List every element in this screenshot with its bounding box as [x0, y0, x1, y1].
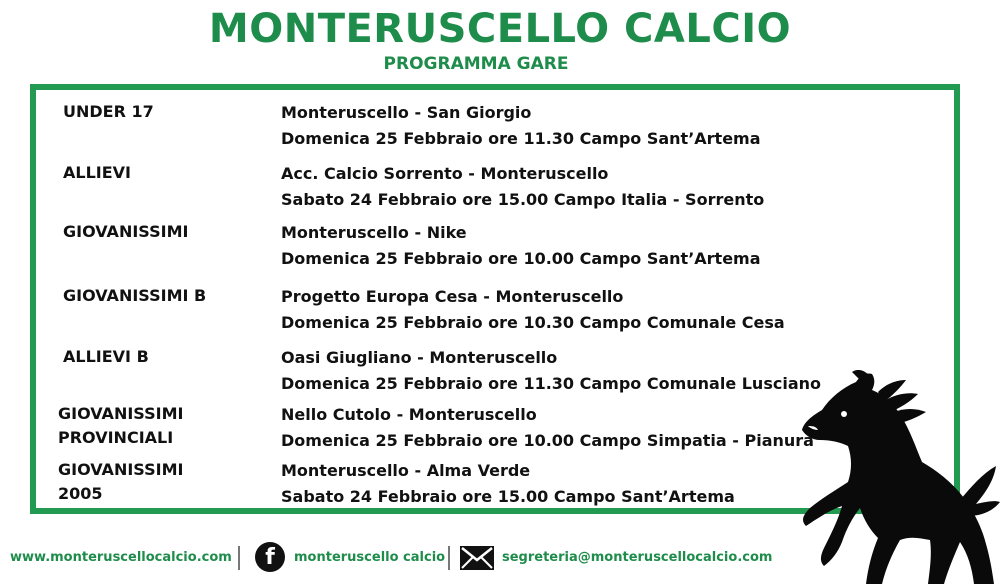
fixture-category: UNDER 17: [63, 102, 154, 121]
fixture-match: Monteruscello - Nike: [281, 223, 467, 242]
facebook-icon: f: [255, 542, 285, 572]
fixture-info: [281, 284, 961, 336]
fixture-match: Nello Cutolo - Monteruscello: [281, 405, 537, 424]
fixture-details: Sabato 24 Febbraio ore 15.00 Campo Sant’Artema: [281, 487, 735, 506]
fixture-details: Sabato 24 Febbraio ore 15.00 Campo Italia - Sorrento: [281, 190, 765, 209]
fixture-category: ALLIEVI B: [63, 347, 149, 366]
fixture-details: Domenica 25 Febbraio ore 11.30 Campo Comunale Lusciano: [281, 374, 821, 393]
email-link[interactable]: segreteria@monteruscellocalcio.com: [502, 550, 773, 565]
fixture-match: Acc. Calcio Sorrento - Monteruscello: [281, 164, 609, 183]
divider: [238, 546, 240, 570]
fixture-match: Monteruscello - Alma Verde: [281, 461, 531, 480]
page-title: MONTERUSCELLO CALCIO: [208, 6, 792, 52]
fixture-category: GIOVANISSIMI: [63, 222, 189, 241]
fixture-match: Oasi Giugliano - Monteruscello: [281, 348, 558, 367]
fixture-details: Domenica 25 Febbraio ore 10.00 Campo Sant’Artema: [281, 249, 761, 268]
page-subtitle: PROGRAMMA GARE: [383, 54, 569, 74]
fixture-details: Domenica 25 Febbraio ore 10.00 Campo Simpatia - Pianura: [281, 431, 814, 450]
facebook-link[interactable]: monteruscello calcio: [294, 550, 446, 565]
fixture-details: Domenica 25 Febbraio ore 10.30 Campo Comunale Cesa: [281, 313, 785, 332]
horse-logo: [760, 370, 1000, 585]
fixture-category: GIOVANISSIMI B: [63, 286, 207, 305]
divider: [448, 546, 450, 570]
fixture-details: Domenica 25 Febbraio ore 11.30 Campo Sant’Artema: [281, 129, 761, 148]
fixture-info: [281, 100, 961, 152]
fixture-category: GIOVANISSIMI 2005: [58, 460, 184, 503]
fixture-category: GIOVANISSIMI PROVINCIALI: [58, 404, 184, 447]
fixture-info: [281, 161, 961, 213]
fixture-match: Monteruscello - San Giorgio: [281, 103, 532, 122]
fixture-info: [281, 220, 961, 272]
fixture-match: Progetto Europa Cesa - Monteruscello: [281, 287, 624, 306]
website-link[interactable]: www.monteruscellocalcio.com: [10, 550, 232, 565]
mail-icon: [460, 546, 494, 570]
fixture-category: ALLIEVI: [63, 163, 131, 182]
